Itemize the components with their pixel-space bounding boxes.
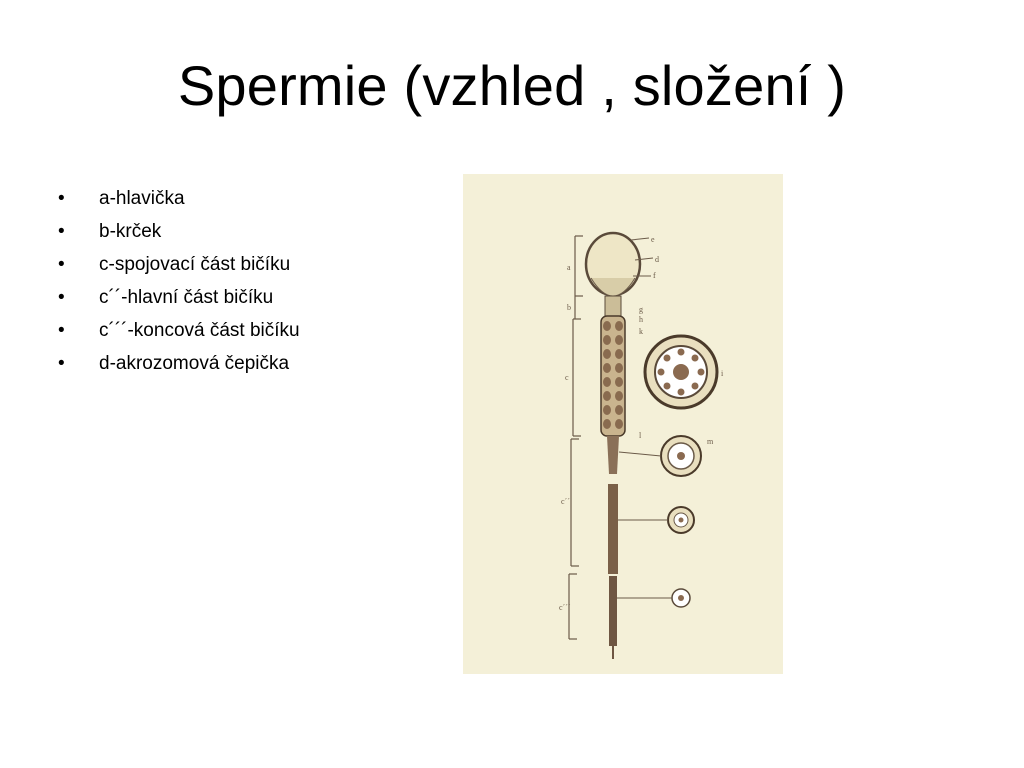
label-m: m xyxy=(707,437,714,446)
sperm-neck xyxy=(605,296,621,316)
list-item-text: c´´´-koncová část bičíku xyxy=(99,320,300,341)
label-c: c xyxy=(565,373,569,382)
list-item-text: c-spojovací část bičíku xyxy=(99,254,291,275)
list-item xyxy=(58,186,300,219)
list-item xyxy=(58,351,300,384)
bullet-icon: • xyxy=(58,320,65,341)
label-f: f xyxy=(653,271,656,280)
bullet-list xyxy=(58,186,300,384)
list-item xyxy=(58,252,300,285)
list-item xyxy=(58,285,300,318)
label-c3: c´´´ xyxy=(559,603,571,612)
cross-section-principal xyxy=(661,436,701,476)
label-d: d xyxy=(655,255,659,264)
label-a: a xyxy=(567,263,571,272)
sperm-diagram xyxy=(463,174,783,674)
list-item-text: d-akrozomová čepička xyxy=(99,353,290,374)
cross-section-midpiece xyxy=(645,336,717,408)
end-piece xyxy=(609,576,617,646)
list-item-text: b-krček xyxy=(99,221,162,242)
label-k: k xyxy=(639,327,643,336)
label-e: e xyxy=(651,235,655,244)
bullet-icon: • xyxy=(58,188,65,209)
label-i: i xyxy=(721,369,724,378)
bullet-icon: • xyxy=(58,254,65,275)
slide-title: Spermie (vzhled , složení ) xyxy=(177,54,847,117)
bullet-icon: • xyxy=(58,221,65,242)
sperm-diagram-figure xyxy=(463,174,783,674)
label-c2: c´´ xyxy=(561,497,570,506)
principal-piece xyxy=(607,436,619,474)
list-item xyxy=(58,318,300,351)
bullet-icon: • xyxy=(58,353,65,374)
list-item-text: c´´-hlavní část bičíku xyxy=(99,287,274,308)
list-item xyxy=(58,219,300,252)
label-h: h xyxy=(639,315,643,324)
principal-piece-lower xyxy=(608,484,618,574)
label-l: l xyxy=(639,431,642,440)
cross-section-principal-lower xyxy=(668,507,694,533)
sperm-midpiece xyxy=(601,316,625,436)
label-b: b xyxy=(567,303,571,312)
list-item-text: a-hlavička xyxy=(99,188,185,209)
bullet-icon: • xyxy=(58,287,65,308)
cross-section-end xyxy=(672,589,690,607)
label-g: g xyxy=(639,305,643,314)
